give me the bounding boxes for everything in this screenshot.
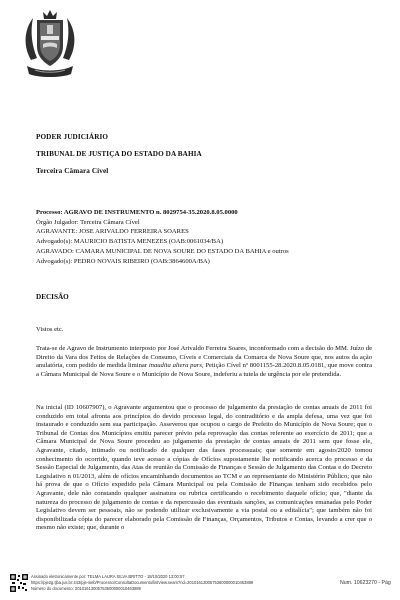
- paragraph-summary: [36, 345, 372, 379]
- chamber-name: Terceira Câmara Cível: [36, 167, 109, 175]
- paragraph-initial-petition: Na inicial (ID 10607907), o Agravante argumentou que o processo de julgamento da prestação de contas anuais de 2011 foi conduzido em total afronta aos princípios do devido processo legal, do contraditório e da ampla defesa, uma vez que foi instaurado e conduzido sem sua participação. Asseverou que ocupou o cargo de Prefeito do Município de Nova Soure; que o Tribunal de Contas dos Municípios emitiu parecer prévio pela reprovação das contas referente ao exercício de 2011; que a Câmara Municipal de Nova Soure procedeu ao julgamento da prestação de contas anuais de 2011 sem que fosse ele, Agravante, citado, intimado ou notificado de qualquer das fases processuais; que somente em agosto/2020 tomou conhecimento do ocorrido, quando teve acesso a cópias de Ofícios supostamente lhe notificando acerca do processo e da Sessão Especial de Julgamento, das Atas de reunião da Comissão de Finanças e Sessão de Julgamento das Contas e do Decreto Legislativo n 01/2013, além de ofícios encaminhando documentos ao TCM e ao representante do Ministério Público; que não há prova de que o Ofício expedido pela Câmara Municipal ou pela Comissão de Finanças tenham sido recebidos pelo Agravante, dele não constando qualquer assinatura ou rubrica certificando o recebimento daquele ofício; que, "diante da natureza do processo de julgamento de contas e da repercussão das eventuais sanções, as comunicações emanadas pelo Poder Legislativo devem ser pessoais, não se podendo utilizar exclusivamente a via postal ou a editalícia"; que também não foi disponibilizada cópia do parecer elaborado pela Comissão de Finanças, Orçamentos, Tributos e Contas, levando a crer que o mesmo não existe; que, durante o: [36, 404, 372, 532]
- paragraph-opening: Vistos etc.: [36, 326, 64, 333]
- page-number: Num. 10623270 - Pág: [340, 580, 391, 586]
- paragraph-summary-part-b: , Petição Cível nº 8001155-28.2020.8.05.0181, que move contra a Câmara Municipal de Nova Soure e o Município de Nova Soure, indeferiu a tutela de urgência por ele pretendida.: [36, 362, 373, 378]
- paragraph-summary-italic: inaudita altera pars: [148, 362, 202, 370]
- appellant-lawyer: Advogado(s): MAURICIO BATISTA MENEZES (OAB:0061034/BA): [36, 238, 224, 246]
- footer-url[interactable]: https://pje2g.tjba.jus.br:443/pje-web/Processo/ConsultaDocumento/listView.seam?nd=20101613005753600000010463889: [31, 580, 254, 585]
- paragraph-summary-part-a: Trata-se de Agravo de Instrumento interposto por José Arivaldo Ferreira Soares, inconformado com a decisão do MM. Juízo de Direito da Vara dos Feitos de Relações de Consumo, Cíveis e Comerciais da Comarca de Nova Soure que, nos autos da ação anulatória, com pedido de medida liminar: [36, 345, 372, 370]
- footer-document-number: Número do documento: 20101613005753600000010463889: [31, 586, 141, 591]
- footer-signature: Assinado eletronicamente por: TELMA LAURA SILVA BRITTO - 18/10/2020 13:00:57: [31, 574, 185, 579]
- section-title: DECISÃO: [36, 293, 69, 301]
- case-number: Processo: AGRAVO DE INSTRUMENTO n. 8029754-35.2020.8.05.0000: [36, 209, 238, 216]
- case-metadata: [36, 208, 396, 266]
- court-name: TRIBUNAL DE JUSTIÇA DO ESTADO DA BAHIA: [36, 150, 202, 158]
- coat-of-arms-icon: [21, 6, 79, 82]
- court-branch: PODER JUDICIÁRIO: [36, 133, 109, 141]
- appellee-lawyer: Advogado(s): PEDRO NOVAIS RIBEIRO (OAB:3864600A/BA): [36, 257, 210, 265]
- appellant: AGRAVANTE: JOSE ARIVALDO FERREIRA SOARES: [36, 228, 189, 236]
- judging-body: Órgão Julgador: Terceira Câmara Cível: [36, 218, 140, 226]
- qr-code-icon: [10, 574, 28, 592]
- appellee: AGRAVADO: CAMARA MUNICIPAL DE NOVA SOURE DO ESTADO DA BAHIA e outros: [36, 247, 289, 255]
